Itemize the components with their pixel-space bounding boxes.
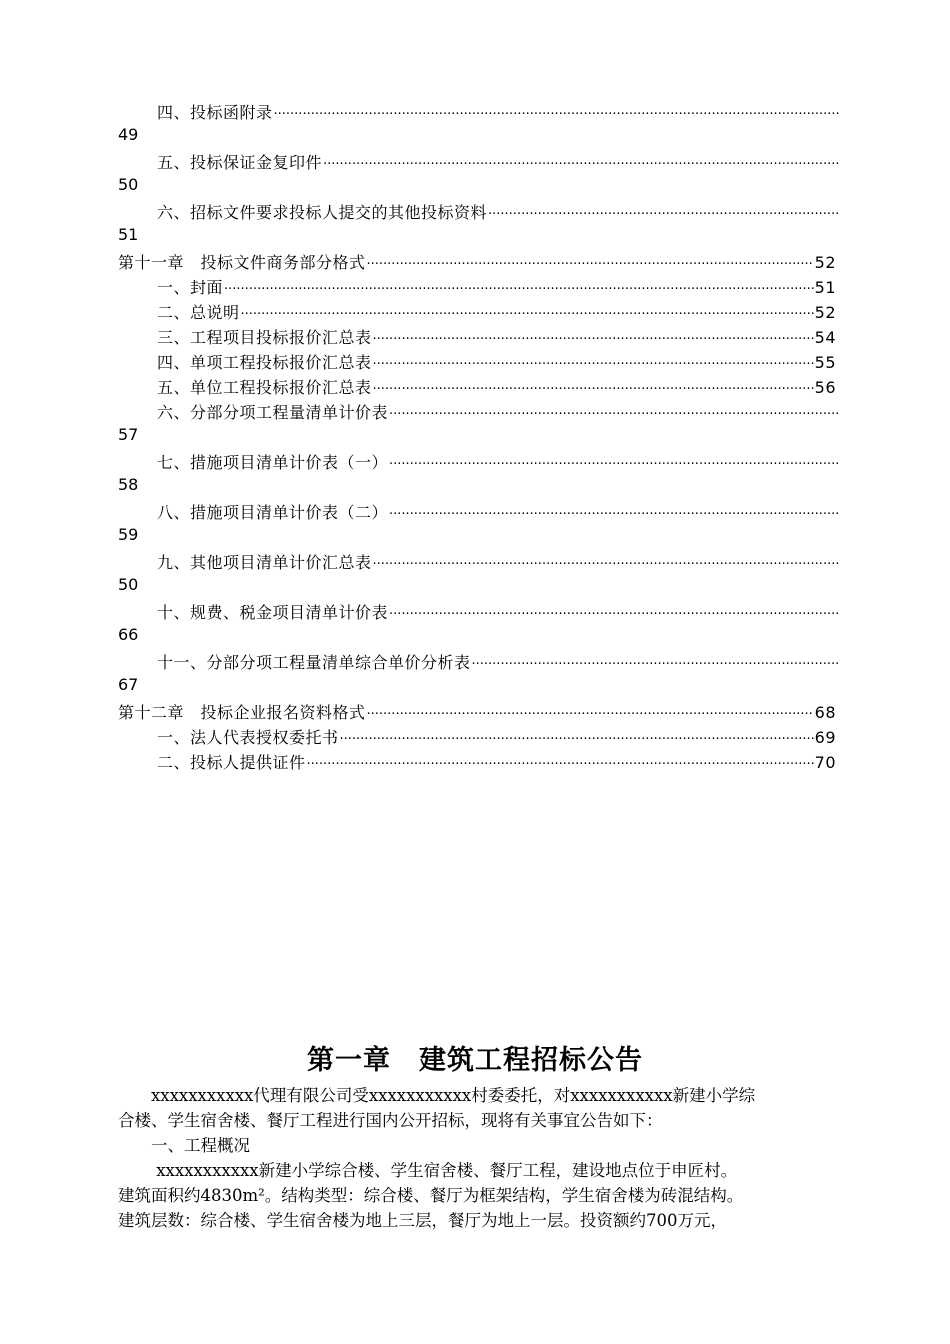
toc-entry-label: 八、措施项目清单计价表（二） — [157, 503, 389, 522]
toc-entry-label: 四、单项工程投标报价汇总表 — [157, 353, 372, 372]
toc-entry[interactable] — [157, 650, 840, 672]
toc-leader-dots — [367, 257, 814, 272]
intro-line-2: 合楼、学生宿舍楼、餐厅工程进行国内公开招标，现将有关事宜公告如下： — [118, 1111, 663, 1130]
toc-leader-dots — [488, 207, 839, 222]
toc-entry[interactable] — [157, 300, 836, 322]
toc-entry-page: 67 — [118, 675, 139, 694]
toc-entry-label: 五、单位工程投标报价汇总表 — [157, 378, 372, 397]
toc-entry[interactable] — [157, 550, 840, 572]
toc-leader-dots — [274, 107, 839, 122]
toc-entry[interactable] — [157, 150, 840, 172]
toc-leader-dots — [307, 757, 814, 772]
toc-leader-dots — [373, 357, 814, 372]
toc-entry-label: 一、封面 — [157, 278, 224, 297]
toc-entry[interactable] — [118, 700, 836, 722]
announcement-body — [118, 1083, 846, 1233]
toc-leader-dots — [389, 507, 839, 522]
toc-leader-dots — [373, 557, 839, 572]
toc-entry-label: 一、法人代表授权委托书 — [157, 728, 339, 747]
toc-entry[interactable] — [118, 250, 836, 272]
toc-entry-page: 56 — [814, 378, 836, 397]
toc-leader-dots — [472, 657, 839, 672]
toc-leader-dots — [373, 382, 814, 397]
toc-entry-page: 58 — [118, 475, 139, 494]
overview-line-1: xxxxxxxxxxx新建小学综合楼、学生宿舍楼、餐厅工程，建设地点位于申匠村。 — [118, 1161, 738, 1180]
toc-entry-page: 51 — [118, 225, 139, 244]
toc-entry-page: 57 — [118, 425, 139, 444]
toc-entry-label: 九、其他项目清单计价汇总表 — [157, 553, 372, 572]
toc-leader-dots — [224, 282, 814, 297]
toc-entry-page: 52 — [814, 253, 836, 272]
toc-entry-label: 二、投标人提供证件 — [157, 753, 306, 772]
toc-entry-page: 52 — [814, 303, 836, 322]
toc-entry[interactable] — [157, 325, 836, 347]
toc-entry-label: 六、招标文件要求投标人提交的其他投标资料 — [157, 203, 488, 222]
toc-entry-page: 49 — [118, 125, 139, 144]
toc-entry[interactable] — [157, 725, 836, 747]
toc-entry-page: 69 — [814, 728, 836, 747]
toc-leader-dots — [241, 307, 814, 322]
toc-leader-dots — [389, 457, 839, 472]
toc-entry[interactable] — [157, 450, 840, 472]
toc-entry[interactable] — [157, 500, 840, 522]
toc-entry-label: 十一、分部分项工程量清单综合单价分析表 — [157, 653, 471, 672]
toc-entry-page: 51 — [814, 278, 836, 297]
overview-line-3: 建筑层数：综合楼、学生宿舍楼为地上三层，餐厅为地上一层。投资额约700万元， — [118, 1211, 727, 1230]
toc-leader-dots — [389, 607, 839, 622]
toc-entry-page: 70 — [814, 753, 836, 772]
section-heading-overview: 一、工程概况 — [118, 1136, 250, 1155]
toc-entry-label: 第十一章 投标文件商务部分格式 — [118, 253, 366, 272]
toc-entry-page: 55 — [814, 353, 836, 372]
toc-entry-page: 68 — [814, 703, 836, 722]
toc-entry-label: 三、工程项目投标报价汇总表 — [157, 328, 372, 347]
toc-entry[interactable] — [157, 375, 836, 397]
toc-entry[interactable] — [157, 750, 836, 772]
toc-leader-dots — [323, 157, 839, 172]
toc-entry-label: 二、总说明 — [157, 303, 240, 322]
toc-entry-page: 59 — [118, 525, 139, 544]
toc-entry[interactable] — [157, 400, 840, 422]
toc-entry-label: 五、投标保证金复印件 — [157, 153, 323, 172]
toc-leader-dots — [373, 332, 814, 347]
toc-leader-dots — [367, 707, 814, 722]
toc-entry[interactable] — [157, 600, 840, 622]
toc-entry-page: 50 — [118, 575, 139, 594]
chapter-title: 第一章 建筑工程招标公告 — [307, 1045, 643, 1076]
toc-entry-label: 七、措施项目清单计价表（一） — [157, 453, 389, 472]
toc-entry-label: 十、规费、税金项目清单计价表 — [157, 603, 389, 622]
toc-leader-dots — [340, 732, 814, 747]
toc-entry-label: 四、投标函附录 — [157, 103, 273, 122]
overview-line-2: 建筑面积约4830m²。结构类型：综合楼、餐厅为框架结构，学生宿舍楼为砖混结构。 — [118, 1186, 744, 1205]
toc-entry[interactable] — [157, 100, 840, 122]
toc-entry-label: 第十二章 投标企业报名资料格式 — [118, 703, 366, 722]
toc-entry-page: 50 — [118, 175, 139, 194]
toc-entry-page: 54 — [814, 328, 836, 347]
toc-entry[interactable] — [157, 200, 840, 222]
toc-leader-dots — [389, 407, 839, 422]
toc-entry[interactable] — [157, 275, 836, 297]
toc-entry-page: 66 — [118, 625, 139, 644]
intro-line-1: xxxxxxxxxxx代理有限公司受xxxxxxxxxxx村委委托，对xxxxxxxxxxx新建小学综 — [118, 1086, 756, 1105]
toc-entry[interactable] — [157, 350, 836, 372]
toc-entry-label: 六、分部分项工程量清单计价表 — [157, 403, 389, 422]
